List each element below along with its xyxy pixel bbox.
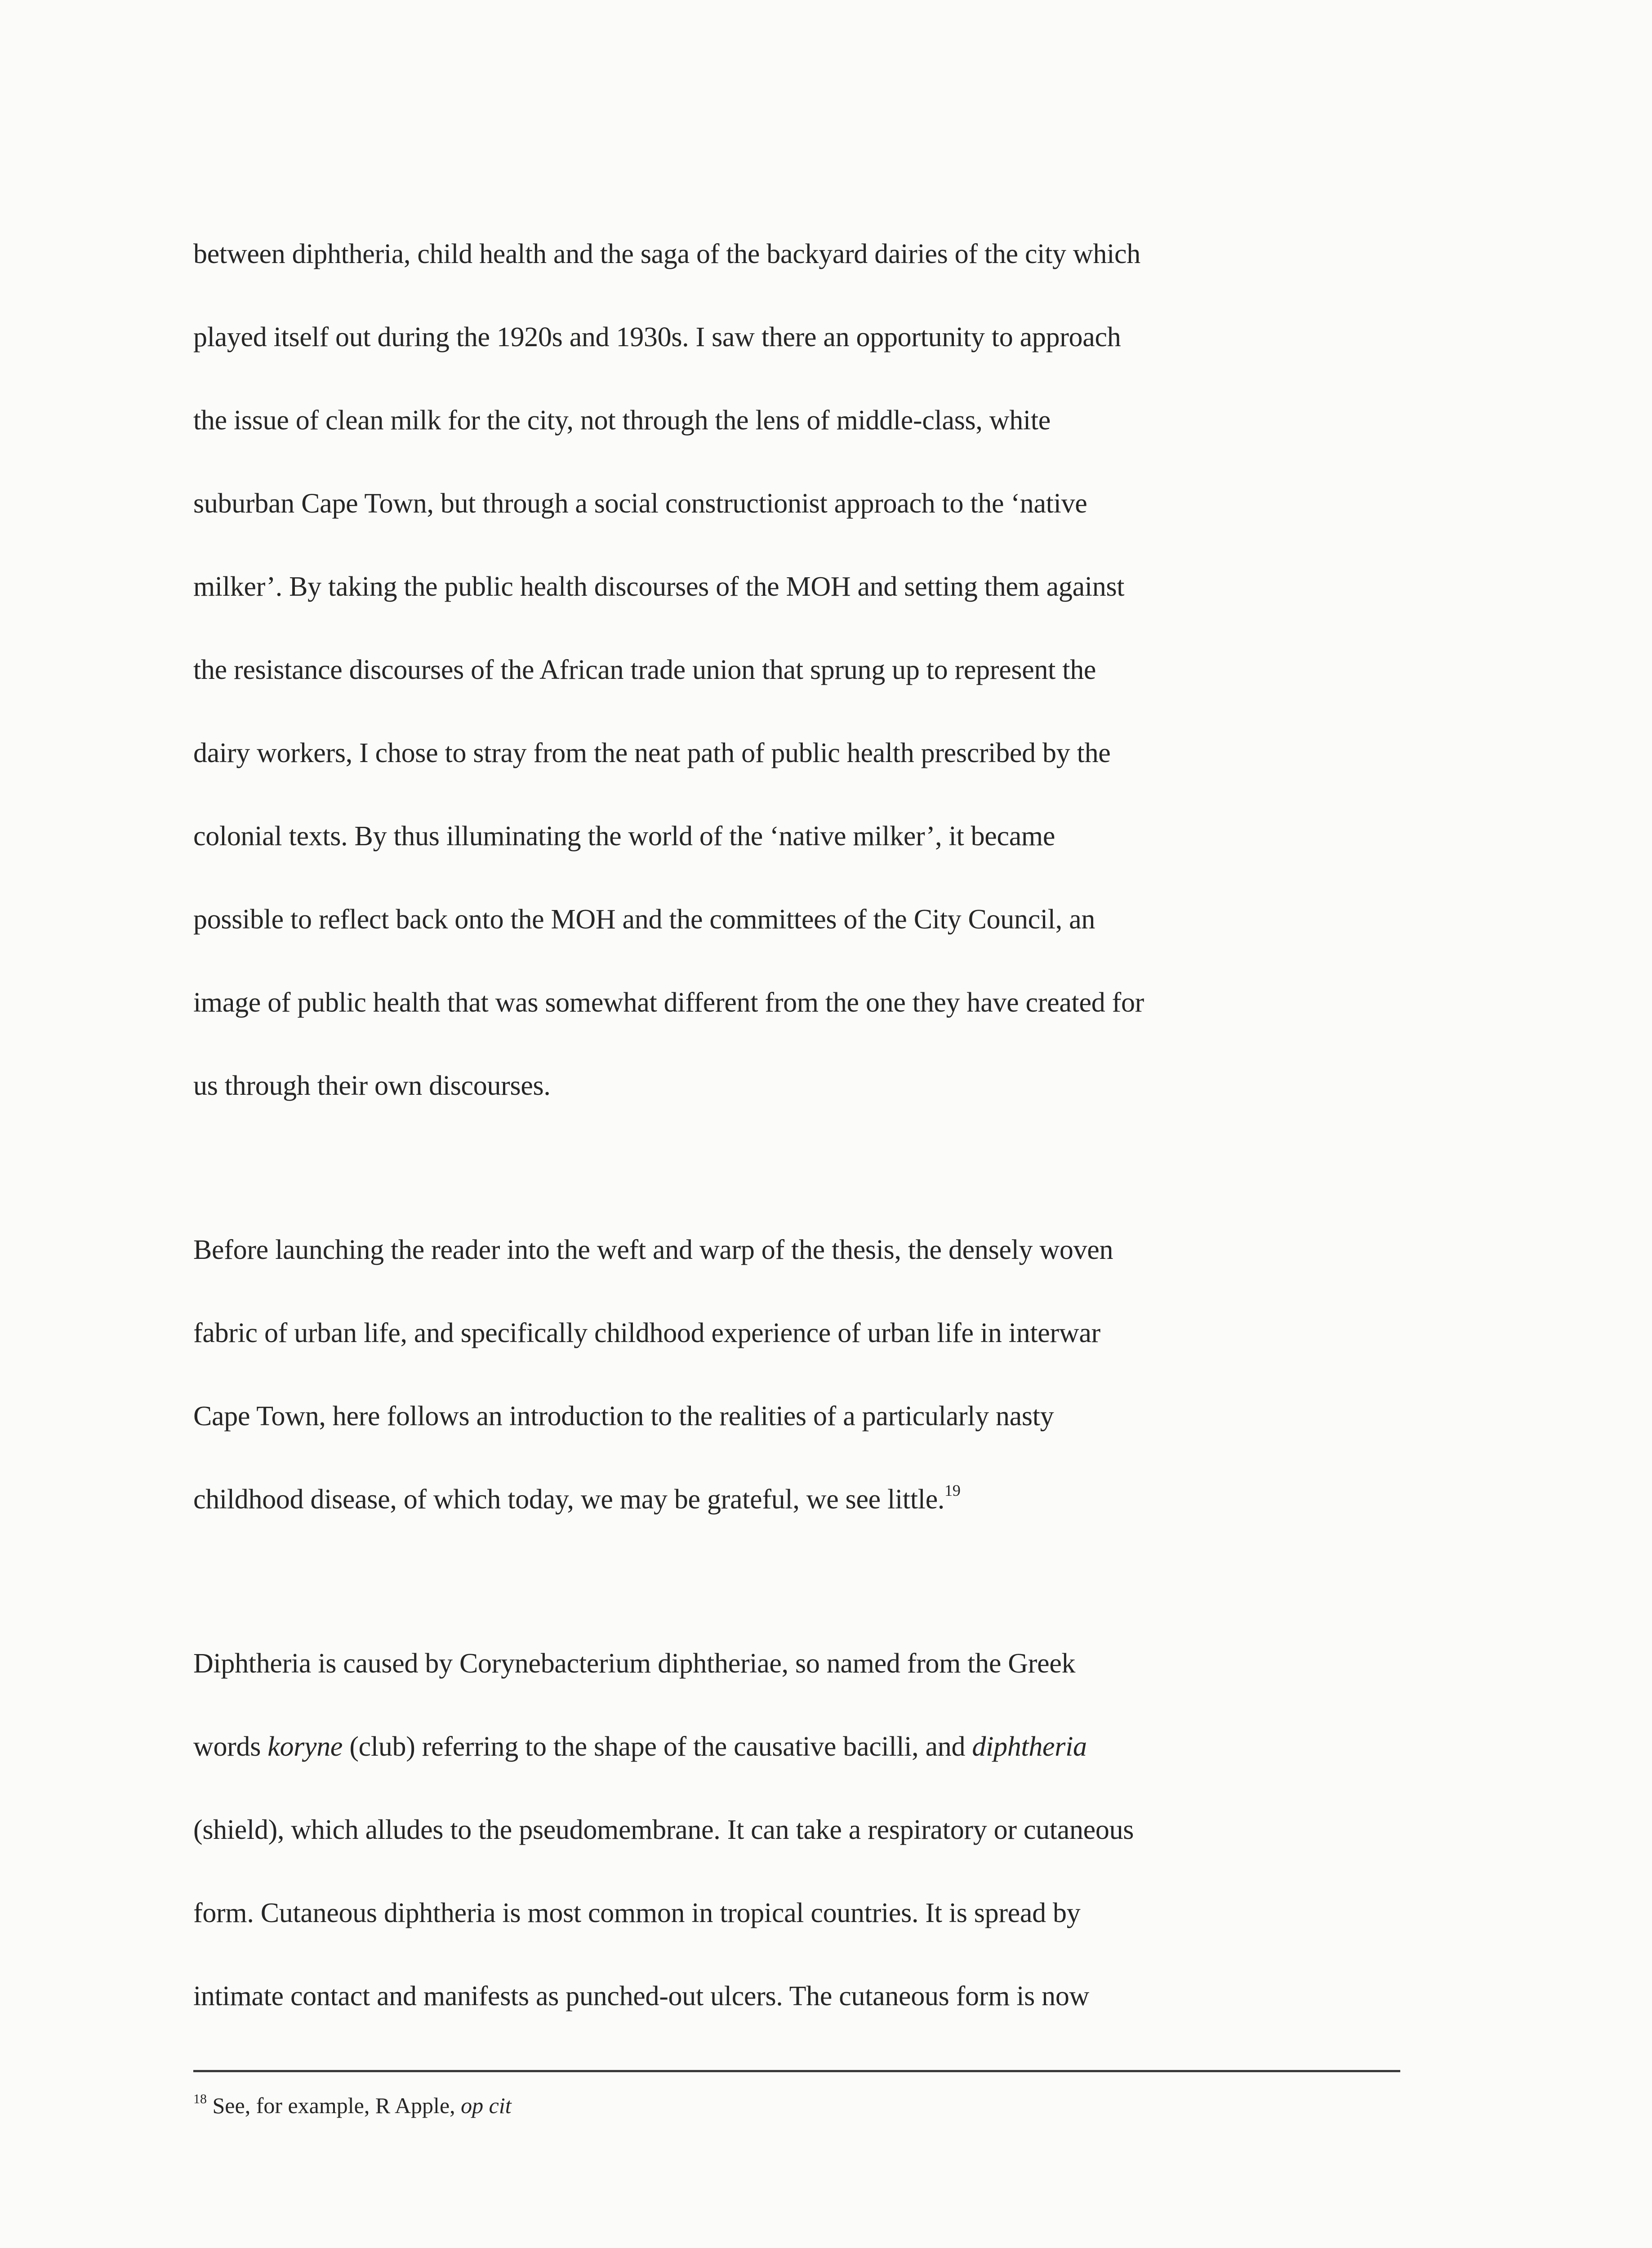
body-text-line: Before launching the reader into the weft and warp of the thesis, the densely woven <box>193 1235 1113 1265</box>
body-text-span: words <box>193 1731 268 1762</box>
body-text-span: childhood disease, of which today, we may be grateful, we see little. <box>193 1484 945 1515</box>
body-text-line: Diphtheria is caused by Corynebacterium diphtheriae, so named from the Greek <box>193 1648 1076 1679</box>
body-text-line: Cape Town, here follows an introduction to the realities of a particularly nasty <box>193 1401 1054 1432</box>
footnote-text: See, for example, R Apple, <box>207 2093 461 2118</box>
body-text-line: the resistance discourses of the African trade union that sprung up to represent the <box>193 655 1096 685</box>
body-text-line: (shield), which alludes to the pseudomembrane. It can take a respiratory or cutaneous <box>193 1815 1134 1845</box>
italic-term: koryne <box>267 1731 343 1762</box>
body-text-line: between diphtheria, child health and the saga of the backyard dairies of the city which <box>193 239 1140 269</box>
body-text-line: fabric of urban life, and specifically childhood experience of urban life in interwar <box>193 1318 1100 1348</box>
body-text-line: us through their own discourses. <box>193 1070 551 1101</box>
body-text-line: milker’. By taking the public health discourses of the MOH and setting them against <box>193 571 1125 602</box>
body-text-line: suburban Cape Town, but through a social constructionist approach to the ‘native <box>193 488 1087 519</box>
page-number <box>1362 2246 1387 2248</box>
body-text-line: the issue of clean milk for the city, not through the lens of middle-class, white <box>193 405 1051 436</box>
footnote <box>193 2090 512 2121</box>
italic-term: diphtheria <box>972 1731 1087 1762</box>
body-text-line <box>193 1726 1087 1767</box>
footnote-number: 18 <box>193 2092 207 2106</box>
footnote-separator <box>193 2070 1400 2072</box>
body-text-line <box>193 1479 961 1520</box>
body-text-line: image of public health that was somewhat different from the one they have created for <box>193 987 1144 1018</box>
body-text-line: form. Cutaneous diphtheria is most common in tropical countries. It is spread by <box>193 1898 1081 1928</box>
body-text-line: played itself out during the 1920s and 1930s. I saw there an opportunity to approach <box>193 322 1121 352</box>
footnote-reference: 19 <box>944 1481 961 1499</box>
body-text-line: colonial texts. By thus illuminating the world of the ‘native milker’, it became <box>193 821 1055 852</box>
footnote-italic: op cit <box>461 2093 512 2118</box>
body-text-line: dairy workers, I chose to stray from the neat path of public health prescribed by the <box>193 738 1111 768</box>
body-text-line: intimate contact and manifests as punched-out ulcers. The cutaneous form is now <box>193 1981 1090 2012</box>
body-text-span: (club) referring to the shape of the causative bacilli, and <box>343 1731 972 1762</box>
body-text-line: possible to reflect back onto the MOH and the committees of the City Council, an <box>193 904 1095 935</box>
